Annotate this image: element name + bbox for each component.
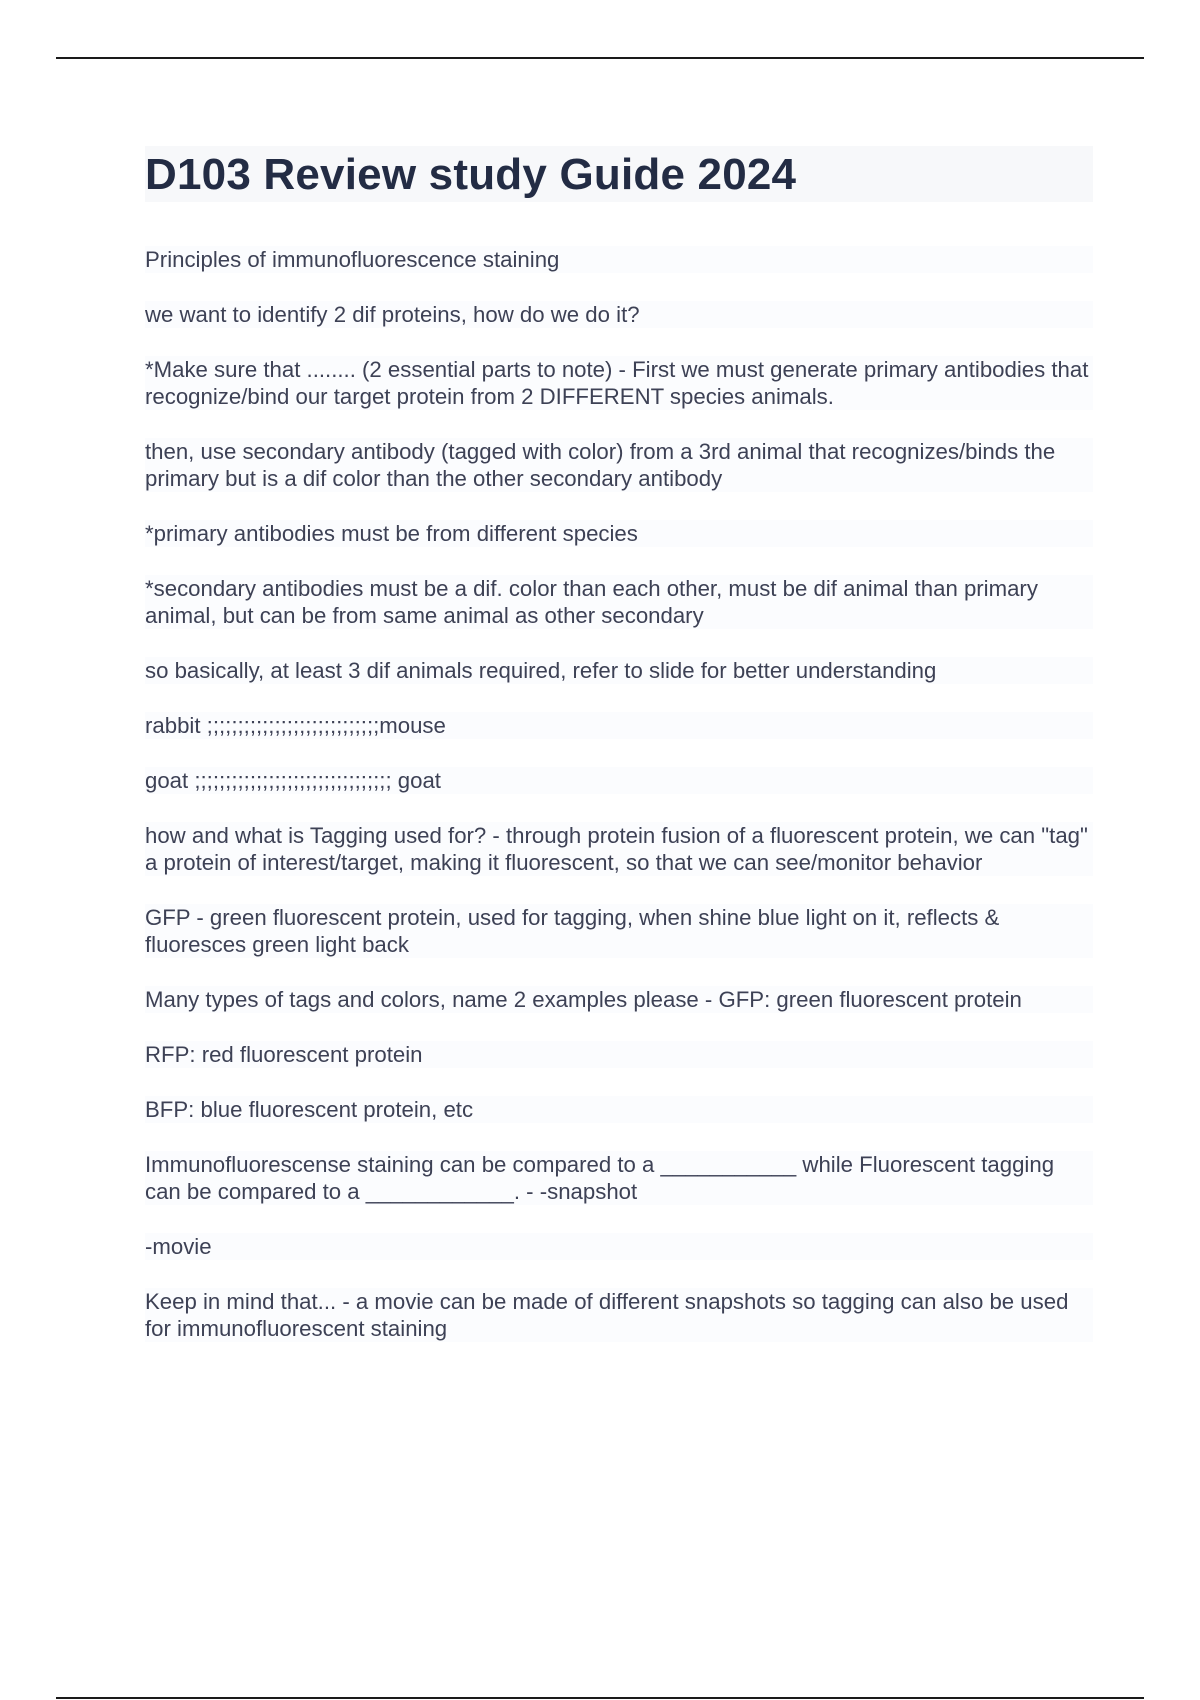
paragraph-movie: -movie [145,1233,1093,1260]
paragraph-primary-species: *primary antibodies must be from different species [145,520,1093,547]
paragraph-gfp: GFP - green fluorescent protein, used for tagging, when shine blue light on it, reflects & fluoresces green light back [145,904,1093,958]
top-rule [56,57,1144,59]
paragraph-comparison: Immunofluorescense staining can be compared to a ___________ while Fluorescent tagging can be compared to a ____________. - -snapshot [145,1151,1093,1205]
paragraph-secondary-antibody: then, use secondary antibody (tagged with color) from a 3rd animal that recognizes/binds the primary but is a dif color than the other secondary antibody [145,438,1093,492]
paragraph-tag-types: Many types of tags and colors, name 2 examples please - GFP: green fluorescent protein [145,986,1093,1013]
paragraph-three-animals: so basically, at least 3 dif animals required, refer to slide for better understanding [145,657,1093,684]
paragraph-secondary-color: *secondary antibodies must be a dif. color than each other, must be dif animal than primary animal, but can be from same animal as other secondary [145,575,1093,629]
document-title: D103 Review study Guide 2024 [145,146,1093,202]
paragraph-principles: Principles of immunofluorescence staining [145,246,1093,273]
paragraph-keep-in-mind: Keep in mind that... - a movie can be made of different snapshots so tagging can also be used for immunofluorescent staining [145,1288,1093,1342]
paragraph-question-identify: we want to identify 2 dif proteins, how do we do it? [145,301,1093,328]
bottom-rule [56,1697,1144,1699]
paragraph-rfp: RFP: red fluorescent protein [145,1041,1093,1068]
paragraph-make-sure: *Make sure that ........ (2 essential parts to note) - First we must generate primary antibodies that recognize/bind our target protein from 2 DIFFERENT species animals. [145,356,1093,410]
paragraph-goat-goat: goat ;;;;;;;;;;;;;;;;;;;;;;;;;;;;;;;; goat [145,767,1093,794]
paragraph-rabbit-mouse: rabbit ;;;;;;;;;;;;;;;;;;;;;;;;;;;;mouse [145,712,1093,739]
paragraph-tagging: how and what is Tagging used for? - through protein fusion of a fluorescent protein, we can "tag" a protein of interest/target, making it fluorescent, so that we can see/monitor behavior [145,822,1093,876]
paragraph-bfp: BFP: blue fluorescent protein, etc [145,1096,1093,1123]
document-body [145,146,1093,1370]
